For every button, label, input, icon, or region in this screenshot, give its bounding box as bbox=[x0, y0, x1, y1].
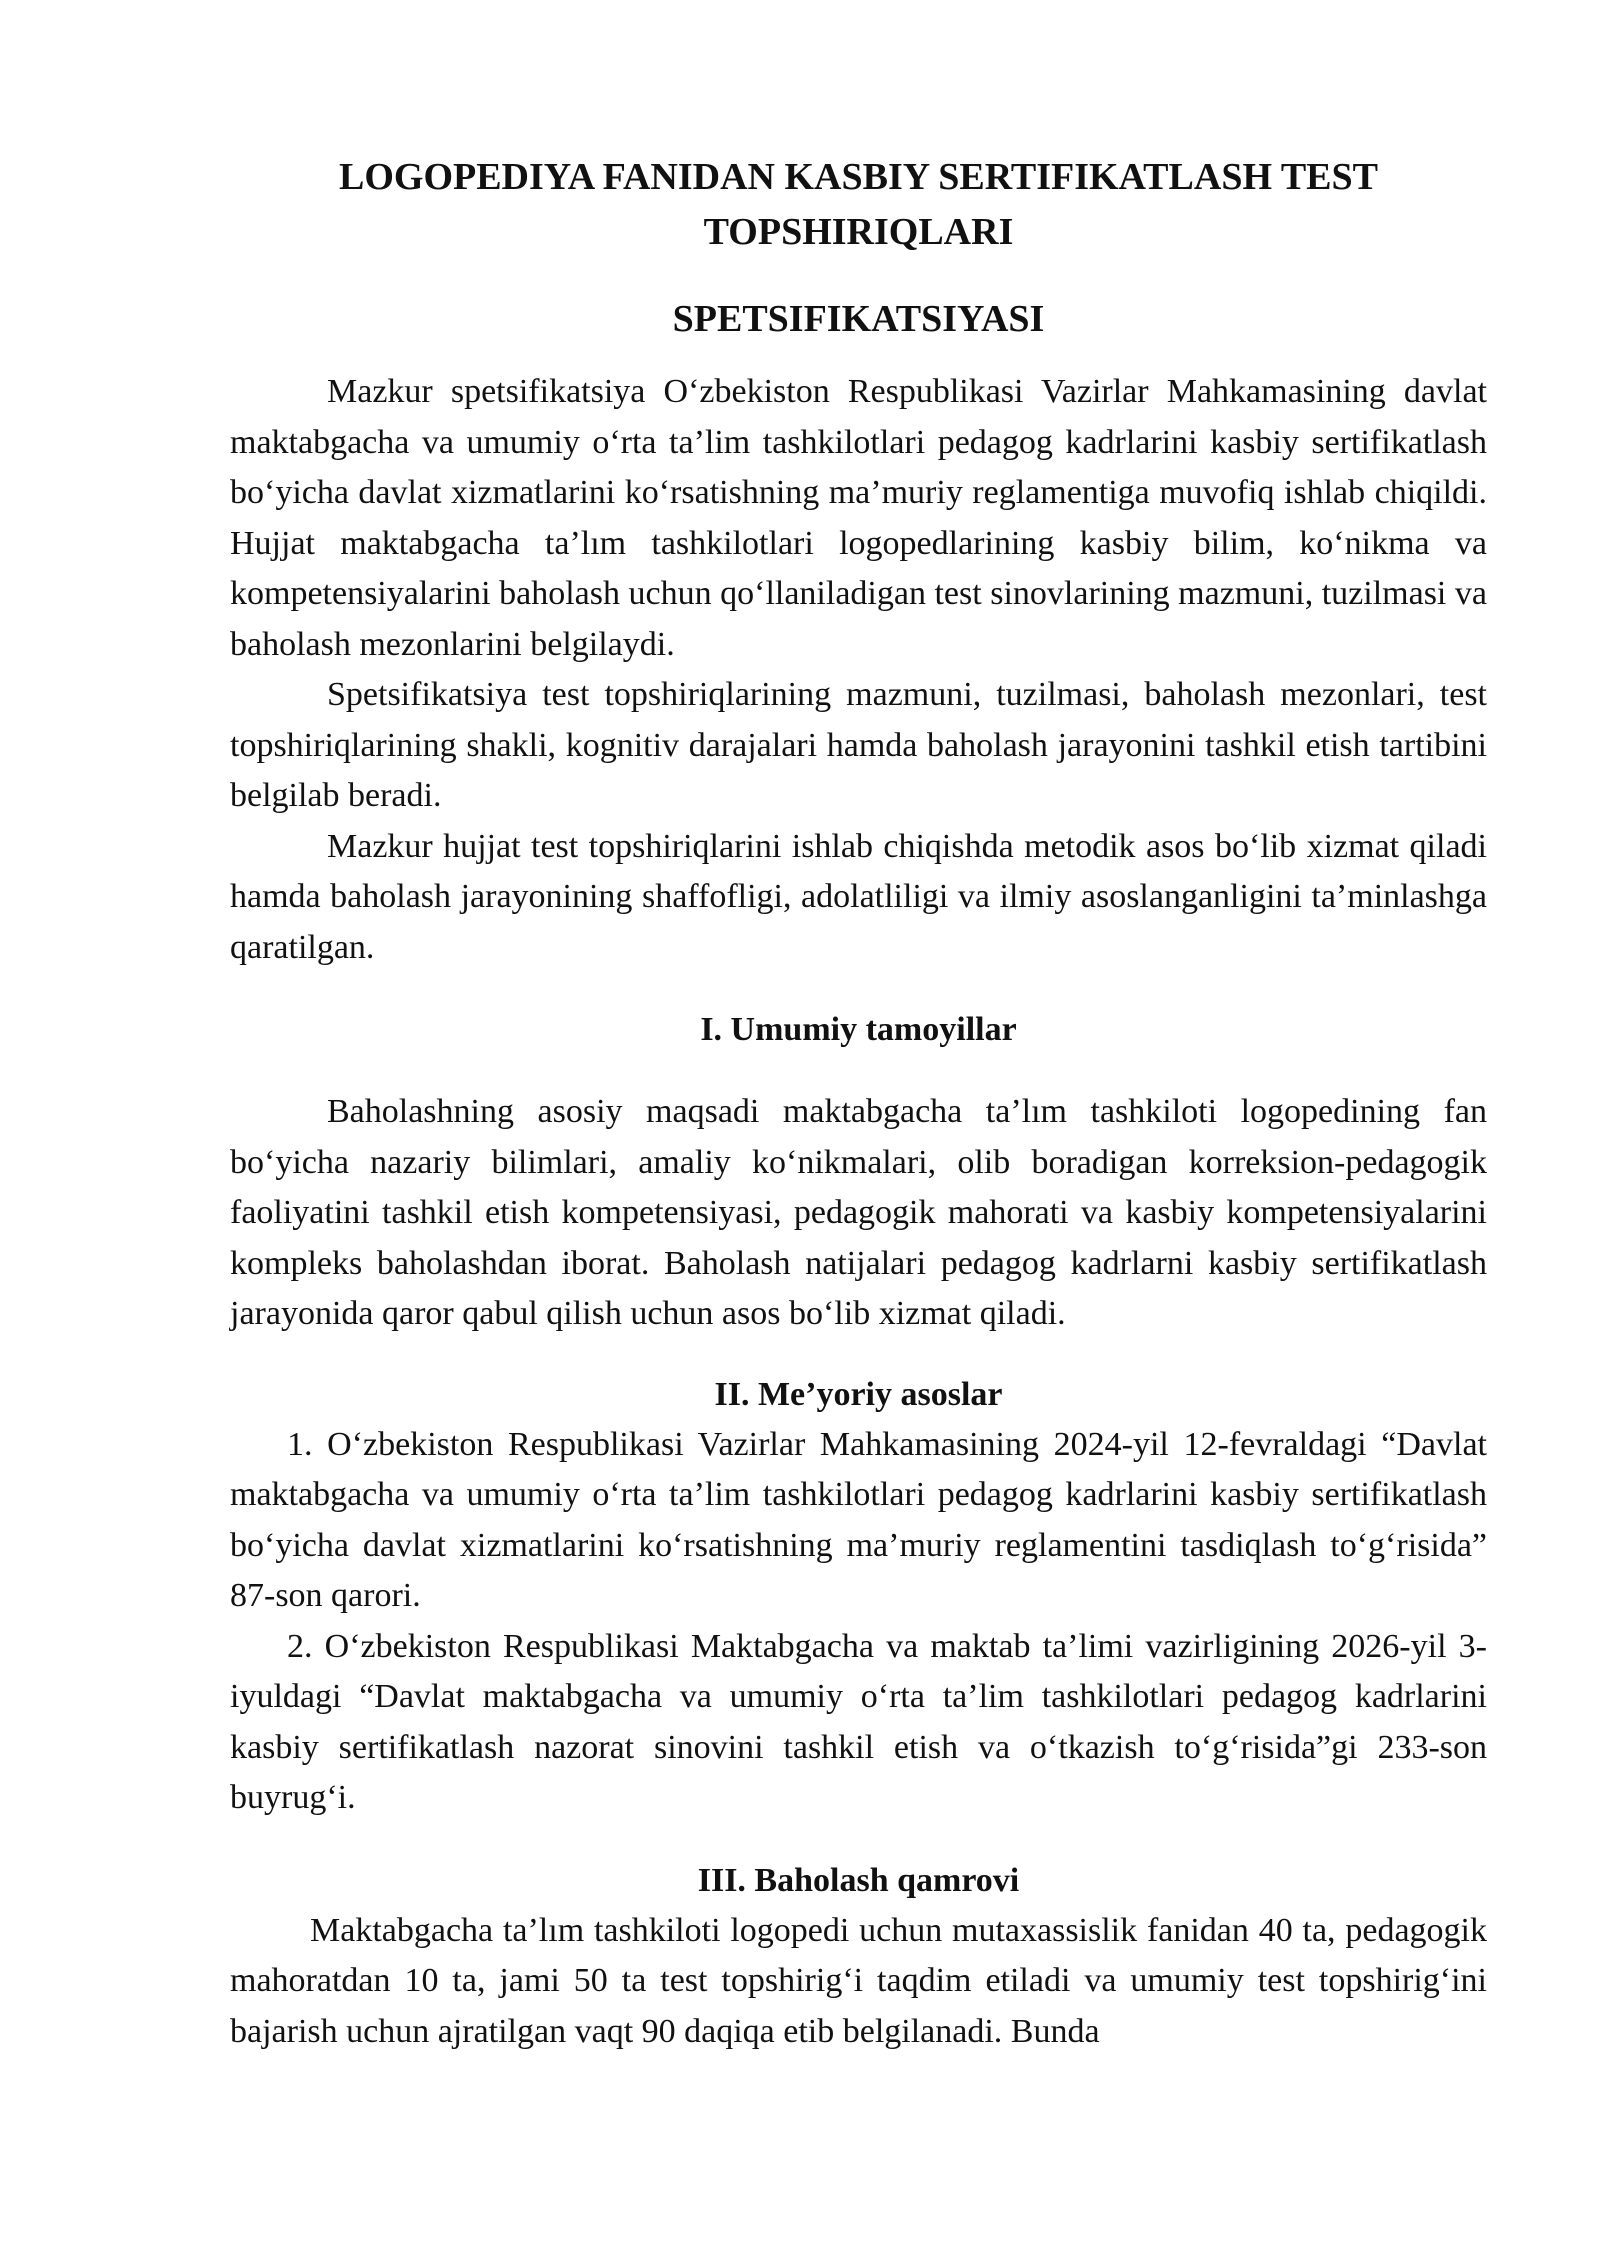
intro-paragraph-1: Mazkur spetsifikatsiya O‘zbekiston Respublikasi Vazirlar Mahkamasining davlat maktabgacha va umumiy o‘rta ta’lim tashkilotlari pedagog kadrlarini kasbiy sertifikatlash bo‘yicha davlat xizmatlarini ko‘rsatishning ma’muriy reglamentiga muvofiq ishlab chiqildi. Hujjat maktabgacha ta’lım tashkilotlari logopedlarining kasbiy bilim, ko‘nikma va kompetensiyalarini baholash uchun qo‘llaniladigan test sinovlarining mazmuni, tuzilmasi va baholash mezonlarini belgilaydi. bbox=[230, 373, 1487, 663]
section-1-heading: I. Umumiy tamoyillar bbox=[700, 1011, 1017, 1048]
normative-item-2: 2. O‘zbekiston Respublikasi Maktabgacha va maktab ta’limi vazirligining 2026-yil 3-iyuldagi “Davlat maktabgacha va umumiy o‘rta ta’lim tashkilotlari pedagog kadrlarini kasbiy sertifikatlash nazorat sinovini tashkil etish va o‘tkazish to‘g‘risida”gi 233-son buyrug‘i. bbox=[230, 1627, 1487, 1816]
section-2-heading: II. Me’yoriy asoslar bbox=[714, 1375, 1003, 1413]
section-3-heading: III. Baholash qamrovi bbox=[697, 1861, 1020, 1899]
intro-paragraph-3: Mazkur hujjat test topshiriqlarini ishlab chiqishda metodik asos bo‘lib xizmat qiladi hamda baholash jarayonining shaffofligi, adolatliligi va ilmiy asoslanganligini ta’minlashga qaratilgan. bbox=[230, 827, 1487, 966]
title-line-1: LOGOPEDIYA FANIDAN KASBIY SERTIFIKATLASH TEST bbox=[338, 156, 1378, 198]
intro-paragraph-2: Spetsifikatsiya test topshiriqlarining mazmuni, tuzilmasi, baholash mezonlari, test topshiriqlarining shakli, kognitiv darajalari hamda baholash jarayonini tashkil etish tartibini belgilab beradi. bbox=[230, 676, 1487, 814]
title-line-2: TOPSHIRIQLARI bbox=[703, 211, 1014, 253]
document-title bbox=[230, 150, 1487, 260]
document-page bbox=[230, 150, 1487, 2057]
normative-item-1: 1. O‘zbekiston Respublikasi Vazirlar Mahkamasining 2024-yil 12-fevraldagi “Davlat maktabgacha va umumiy o‘rta ta’lim tashkilotlari pedagog kadrlarini kasbiy sertifikatlash bo‘yicha davlat xizmatlarini ko‘rsatishning ma’muriy reglamentini tasdiqlash to‘g‘risida” 87-son qarori. bbox=[230, 1425, 1487, 1614]
section-3-paragraph: Maktabgacha ta’lım tashkiloti logopedi uchun mutaxassislik fanidan 40 ta, pedagogik mahoratdan 10 ta, jami 50 ta test topshirig‘i taqdim etiladi va umumiy test topshirig‘ini bajarish uchun ajratilgan vaqt 90 daqiqa etib belgilanadi. Bunda bbox=[230, 1911, 1487, 2050]
section-1-paragraph: Baholashning asosiy maqsadi maktabgacha ta’lım tashkiloti logopedining fan bo‘yicha nazariy bilimlari, amaliy ko‘nikmalari, olib boradigan korreksion-pedagogik faoliyatini tashkil etish kompetensiyasi, pedagogik mahorati va kasbiy kompetensiyalarini kompleks baholashdan iborat. Baholash natijalari pedagog kadrlarni kasbiy sertifikatlash jarayonida qaror qabul qilish uchun asos bo‘lib xizmat qiladi. bbox=[230, 1093, 1487, 1332]
specification-title: SPETSIFIKATSIYASI bbox=[672, 298, 1045, 340]
